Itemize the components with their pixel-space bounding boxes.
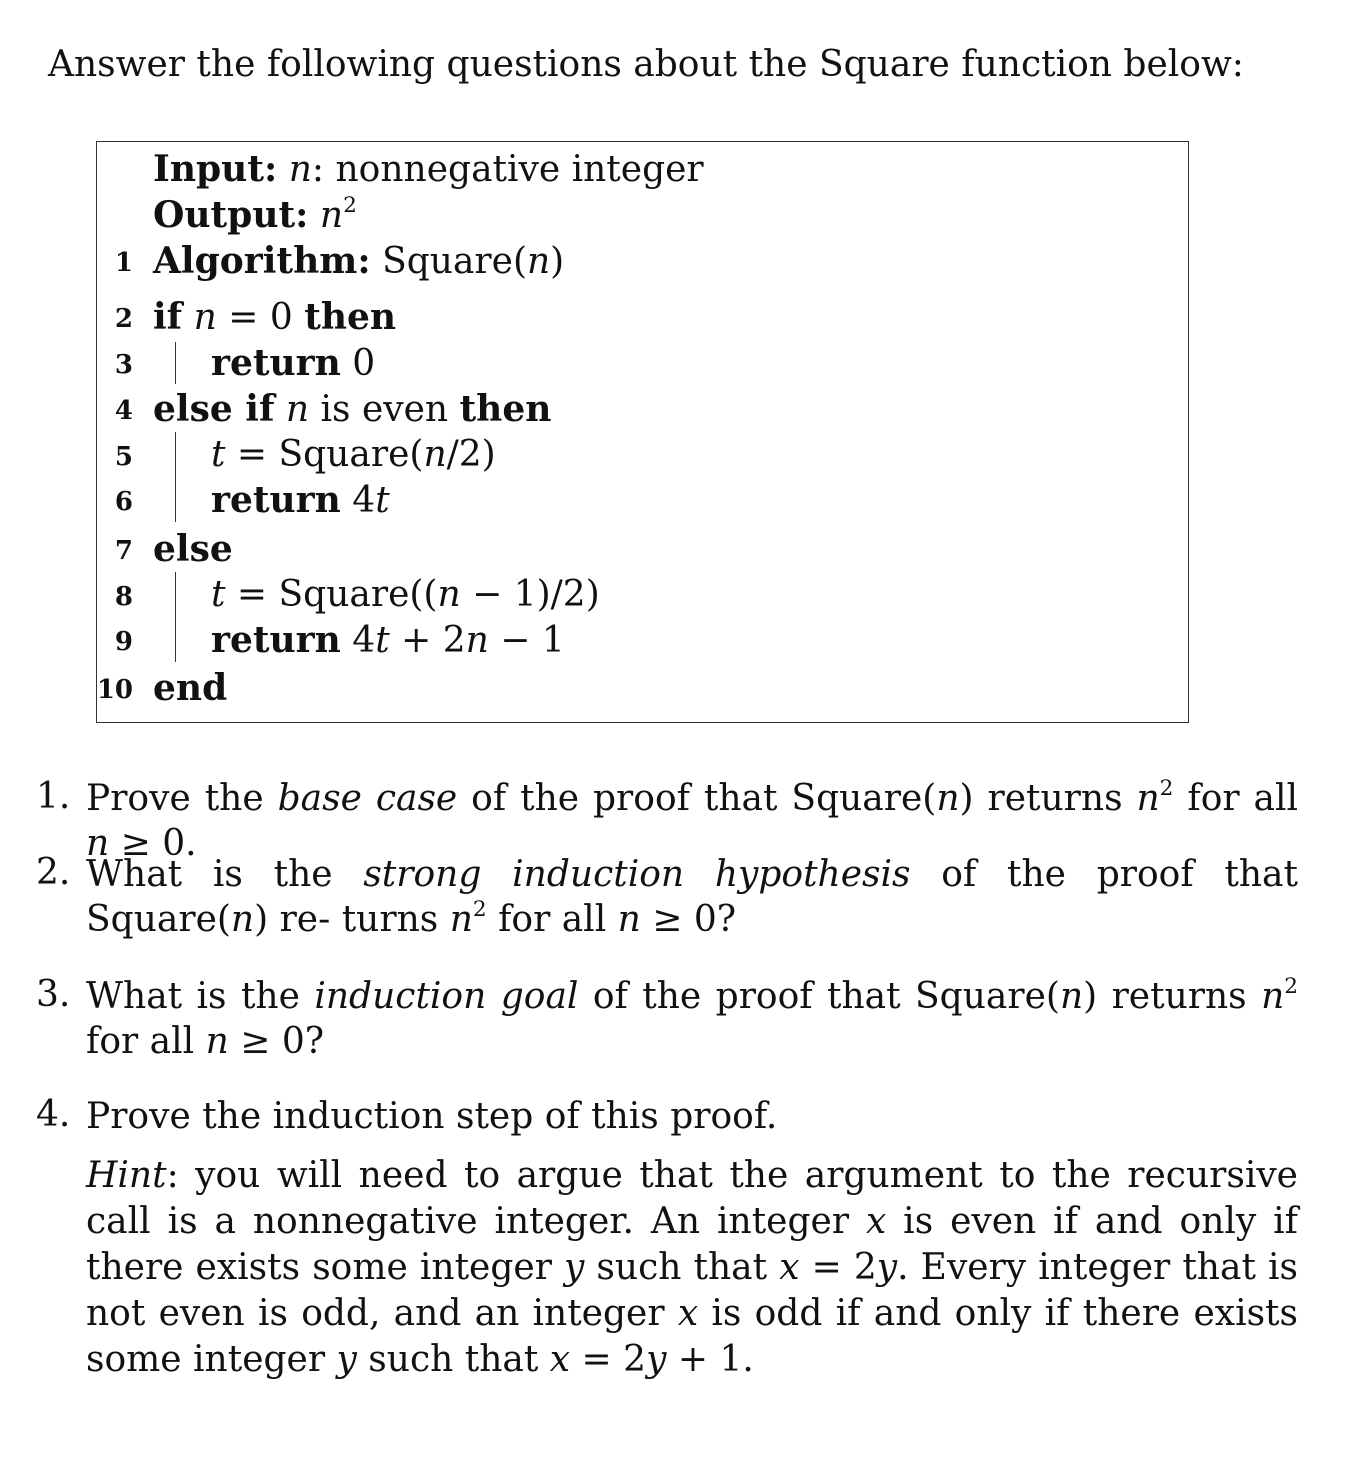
question-number: 3. bbox=[36, 974, 71, 1015]
exponent: 2 bbox=[1159, 775, 1174, 801]
call-tail: − 1)/2) bbox=[460, 574, 600, 615]
question-1 bbox=[36, 775, 1299, 864]
var-y: y bbox=[646, 1339, 667, 1380]
text-part: What is the bbox=[86, 976, 315, 1017]
keyword-return: return bbox=[211, 619, 341, 661]
intro-text: Answer the following questions about the Square function below: bbox=[48, 44, 1244, 85]
var-n: n bbox=[617, 899, 641, 940]
text-part: + 1. bbox=[666, 1339, 754, 1380]
text-part: such that bbox=[584, 1247, 780, 1288]
var-y: y bbox=[564, 1247, 585, 1288]
line-number: 8 bbox=[114, 582, 133, 612]
text-part: for all bbox=[1173, 778, 1299, 819]
text-part: ) returns bbox=[959, 778, 1137, 819]
input-var: n bbox=[288, 149, 312, 190]
text-part: . Every integer that is not even is odd, and an integer bbox=[86, 1247, 1298, 1334]
text-part: for all bbox=[86, 1021, 206, 1062]
var-n: n bbox=[465, 620, 489, 661]
line-number: 10 bbox=[96, 675, 133, 705]
text-part: of the proof that Square( bbox=[457, 778, 937, 819]
keyword-algorithm: Algorithm: bbox=[153, 240, 371, 282]
text-part: for all bbox=[486, 899, 618, 940]
text-part: of the proof that Square( bbox=[578, 976, 1060, 1017]
line-number: 1 bbox=[114, 248, 133, 278]
emphasis: strong induction hypothesis bbox=[363, 854, 911, 895]
var-t: t bbox=[211, 574, 226, 615]
text-part: such that bbox=[356, 1339, 550, 1380]
var-n: n bbox=[449, 899, 473, 940]
var-n: n bbox=[437, 574, 461, 615]
recursive-call: = Square( bbox=[225, 434, 424, 475]
text-part: ≥ 0? bbox=[640, 899, 737, 940]
var-n: n bbox=[526, 241, 551, 282]
keyword-then: then bbox=[304, 296, 397, 338]
text-part: = 2 bbox=[799, 1247, 877, 1288]
algorithm-box bbox=[96, 141, 1189, 723]
var-n: n bbox=[1261, 976, 1285, 1017]
var-n: n bbox=[230, 899, 255, 940]
paren: ) bbox=[550, 241, 565, 282]
hint-paragraph bbox=[86, 1153, 1298, 1383]
question-text: Prove the induction step of this proof. bbox=[86, 1096, 778, 1137]
text-part: : you will need to argue that the argument to the recursive call is a nonnegative integer. An integer bbox=[86, 1155, 1298, 1242]
text-part: Prove the bbox=[86, 778, 278, 819]
line-number: 6 bbox=[114, 487, 133, 517]
condition: = 0 bbox=[216, 297, 305, 338]
condition: is even bbox=[309, 389, 460, 430]
question-text bbox=[86, 974, 1298, 1064]
question-text bbox=[86, 852, 1298, 942]
output-label: Output: bbox=[153, 194, 309, 236]
recursive-call: = Square(( bbox=[225, 574, 438, 615]
block-bar-else bbox=[175, 572, 176, 662]
text-part: of the proof that Square( bbox=[86, 854, 1298, 940]
var-t: t bbox=[211, 434, 226, 475]
line-number: 3 bbox=[114, 350, 133, 380]
var-x: x bbox=[865, 1201, 887, 1242]
text-part: is even if and only if there exists some integer bbox=[86, 1201, 1298, 1288]
text-part: ) re- turns bbox=[254, 899, 450, 940]
var-t: t bbox=[375, 480, 390, 521]
var-n: n bbox=[936, 778, 960, 819]
var-x: x bbox=[549, 1339, 571, 1380]
var-n: n bbox=[1059, 976, 1084, 1017]
question-4 bbox=[36, 1094, 1298, 1144]
exponent: 2 bbox=[1284, 973, 1298, 999]
block-bar-else-if bbox=[175, 432, 176, 522]
line-number: 5 bbox=[114, 442, 133, 472]
var-n: n bbox=[1136, 778, 1160, 819]
input-desc: : nonnegative integer bbox=[311, 149, 704, 190]
return-coef: 4 bbox=[340, 480, 376, 521]
text-part: = 2 bbox=[570, 1339, 647, 1380]
keyword-if: if bbox=[153, 296, 183, 338]
input-label: Input: bbox=[153, 148, 278, 190]
output-exp: 2 bbox=[343, 192, 357, 218]
block-bar-if bbox=[175, 342, 176, 384]
line-number: 4 bbox=[114, 396, 133, 426]
var-n: n bbox=[423, 434, 447, 475]
return-coef: 4 bbox=[340, 620, 376, 661]
algo-name: Square( bbox=[370, 241, 527, 282]
text-part: What is the bbox=[86, 854, 364, 895]
question-number: 4. bbox=[36, 1094, 71, 1135]
text-part: ≥ 0? bbox=[228, 1021, 325, 1062]
var-y: y bbox=[876, 1247, 898, 1288]
question-number: 2. bbox=[36, 852, 71, 893]
text-part: is odd if and only if there exists some integer bbox=[86, 1293, 1298, 1380]
emphasis: induction goal bbox=[314, 976, 579, 1017]
line-number: 7 bbox=[114, 536, 133, 566]
text-part: ) returns bbox=[1083, 976, 1262, 1017]
emphasis: base case bbox=[277, 778, 458, 819]
text-part: ≥ 0. bbox=[109, 823, 197, 864]
hint-label: Hint bbox=[86, 1155, 167, 1196]
line-number: 9 bbox=[114, 627, 133, 657]
var-n: n bbox=[285, 389, 310, 430]
keyword-end: end bbox=[153, 667, 228, 709]
keyword-else-if: else if bbox=[153, 388, 275, 430]
minus-term: − 1 bbox=[488, 620, 565, 661]
question-2 bbox=[36, 852, 1298, 952]
var-y: y bbox=[336, 1339, 357, 1380]
output-var: n bbox=[319, 195, 344, 236]
line-number: 2 bbox=[114, 304, 133, 334]
var-x: x bbox=[677, 1293, 699, 1334]
question-number: 1. bbox=[36, 776, 71, 817]
var-x: x bbox=[779, 1247, 800, 1288]
question-3 bbox=[36, 974, 1298, 1074]
plus-term: + 2 bbox=[389, 620, 466, 661]
return-value: 0 bbox=[340, 343, 376, 384]
keyword-return: return bbox=[211, 342, 341, 384]
keyword-return: return bbox=[211, 479, 341, 521]
keyword-then: then bbox=[459, 388, 552, 430]
var-n: n bbox=[86, 823, 110, 864]
call-tail: /2) bbox=[446, 434, 496, 475]
keyword-else: else bbox=[153, 528, 233, 570]
var-n: n bbox=[205, 1021, 229, 1062]
var-t: t bbox=[375, 620, 390, 661]
var-n: n bbox=[193, 297, 217, 338]
exponent: 2 bbox=[472, 896, 487, 922]
